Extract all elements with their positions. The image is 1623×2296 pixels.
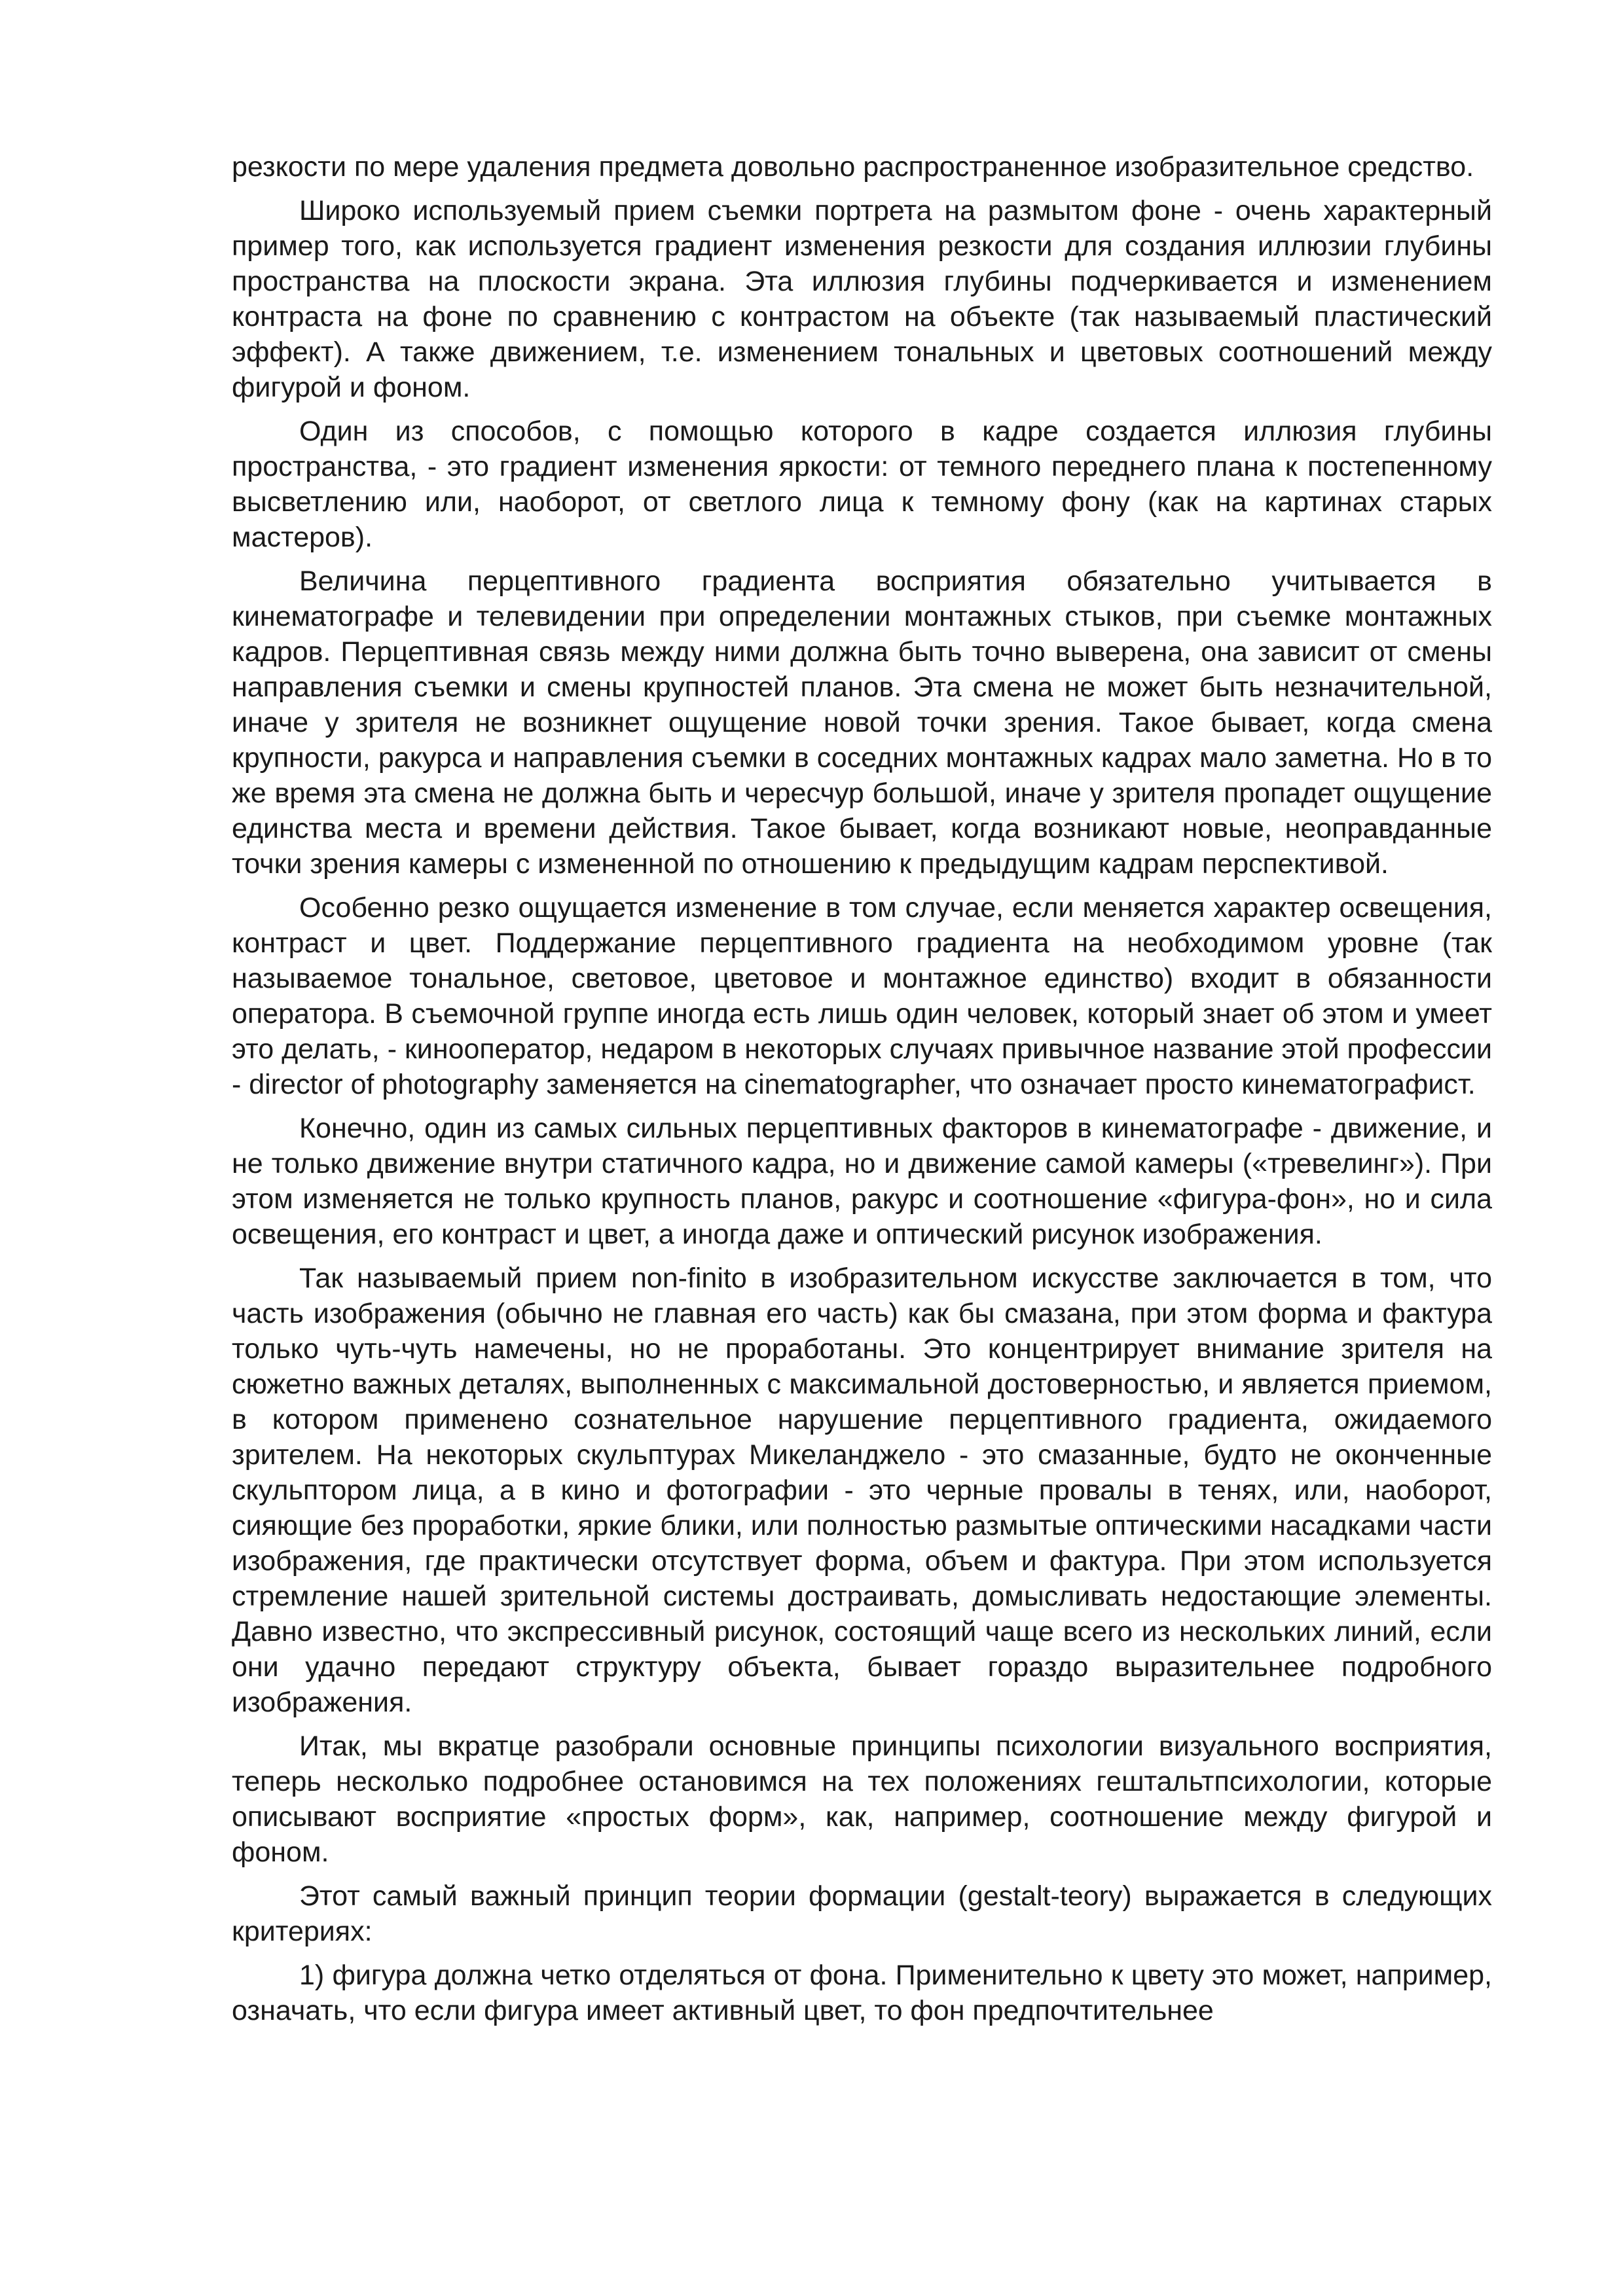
paragraph-8: Итак, мы вкратце разобрали основные принципы психологии визуального восприятия, теперь несколько подробнее остановимся на тех положениях гештальтпсихологии, которые описывают восприятие «простых форм», как, например, соотношение между фигурой и фоном. [232,1731,1492,1868]
paragraph-3: Один из способов, с помощью которого в кадре создается иллюзия глубины пространства, - это градиент изменения яркости: от темного переднего плана к постепенному высветлению или, наоборот, от светлого лица к темному фону (как на картинах старых мастеров). [232,416,1492,553]
paragraph-4: Величина перцептивного градиента восприятия обязательно учитывается в кинематографе и телевидении при определении монтажных стыков, при съемке монтажных кадров. Перцептивная связь между ними должна быть точно выверена, она зависит от смены направления съемки и смены крупностей планов. Эта смена не может быть незначительной, иначе у зрителя не возникнет ощущение новой точки зрения. Такое бывает, когда смена крупности, ракурса и направления съемки в соседних монтажных кадрах мало заметна. Но в то же время эта смена не должна быть и чересчур большой, иначе у зрителя пропадет ощущение единства места и времени действия. Такое бывает, когда возникают новые, неоправданные точки зрения камеры с измененной по отношению к предыдущим кадрам перспективой. [232,565,1492,880]
paragraph-2: Широко используемый прием съемки портрета на размытом фоне - очень характерный пример того, как используется градиент изменения резкости для создания иллюзии глубины пространства на плоскости экрана. Эта иллюзия глубины подчеркивается и изменением контраста на фоне по сравнению с контрастом на объекте (так называемый пластический эффект). А также движением, т.е. изменением тональных и цветовых соотношений между фигурой и фоном. [232,195,1492,403]
paragraph-7: Так называемый прием non-finito в изобразительном искусстве заключается в том, что часть изображения (обычно не главная его часть) как бы смазана, при этом форма и фактура только чуть-чуть намечены, но не проработаны. Это концентрирует внимание зрителя на сюжетно важных деталях, выполненных с максимальной достоверностью, и является приемом, в котором применено сознательное нарушение перцептивного градиента, ожидаемого зрителем. На некоторых скульптурах Микеланджело - это смазанные, будто не оконченные скульптором лица, а в кино и фотографии - это черные провалы в тенях, или, наоборот, сияющие без проработки, яркие блики, или полностью размытые оптическими насадками части изображения, где практически отсутствует форма, объем и фактура. При этом используется стремление нашей зрительной системы достраивать, домысливать недостающие элементы. Давно известно, что экспрессивный рисунок, состоящий чаще всего из нескольких линий, если они удачно передают структуру объекта, бывает гораздо выразительнее подробного изображения. [232,1263,1492,1718]
paragraph-5: Особенно резко ощущается изменение в том случае, если меняется характер освещения, контраст и цвет. Поддержание перцептивного градиента на необходимом уровне (так называемое тональное, световое, цветовое и монтажное единство) входит в обязанности оператора. В съемочной группе иногда есть лишь один человек, который знает об этом и умеет это делать, - кинооператор, недаром в некоторых случаях привычное название этой профессии - director of photography заменяется на cinematographer, что означает просто кинематографист. [232,892,1492,1100]
document-body [232,149,1492,2037]
paragraph-9: Этот самый важный принцип теории формации (gestalt-teory) выражается в следующих критериях: [232,1880,1492,1947]
paragraph-1: резкости по мере удаления предмета довольно распространенное изобразительное средство. [232,151,1474,183]
paragraph-10: 1) фигура должна четко отделяться от фона. Применительно к цвету это может, например, означать, что если фигура имеет активный цвет, то фон предпочтительнее [232,1960,1492,2026]
paragraph-6: Конечно, один из самых сильных перцептивных факторов в кинематографе - движение, и не только движение внутри статичного кадра, но и движение самой камеры («тревелинг»). При этом изменяется не только крупность планов, ракурс и соотношение «фигура-фон», но и сила освещения, его контраст и цвет, а иногда даже и оптический рисунок изображения. [232,1113,1492,1250]
